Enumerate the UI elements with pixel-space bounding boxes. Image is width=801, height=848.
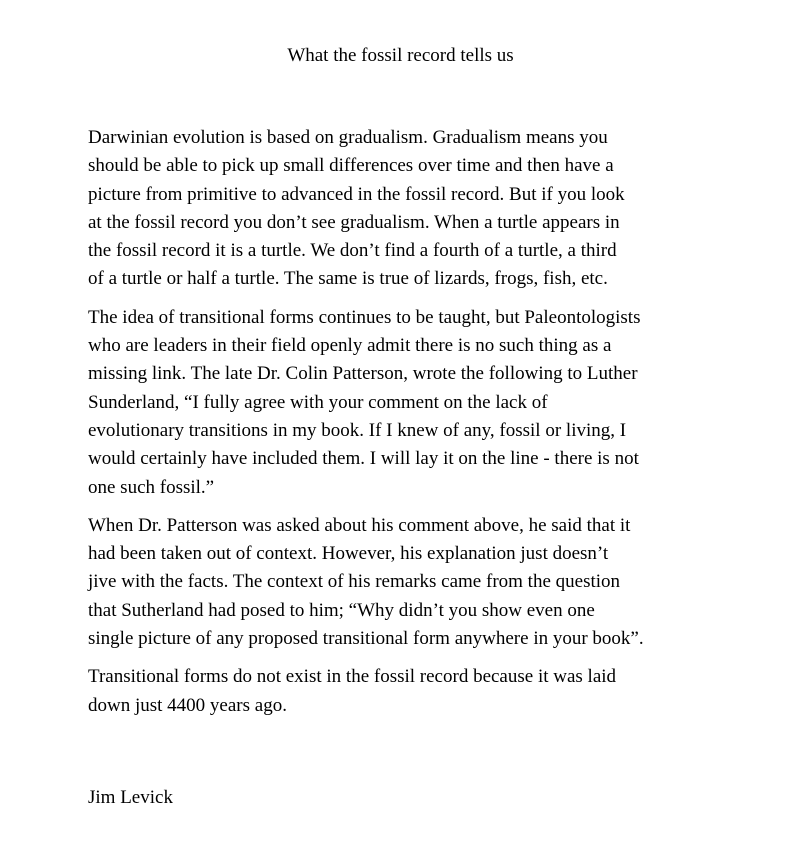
paragraph-line: jive with the facts. The context of his remarks came from the question — [88, 571, 621, 593]
paragraph-line: would certainly have included them. I will lay it on the line - there is not — [88, 448, 639, 470]
paragraph-conclusion — [88, 663, 728, 720]
paragraph-line: of a turtle or half a turtle. The same is true of lizards, frogs, fish, etc. — [88, 268, 608, 290]
paragraph-line: down just 4400 years ago. — [88, 694, 287, 716]
paragraph-transitional-forms — [88, 304, 728, 502]
paragraph-line: single picture of any proposed transitional form anywhere in your book”. — [88, 628, 644, 650]
document-body — [88, 124, 728, 730]
paragraph-line: The idea of transitional forms continues to be taught, but Paleontologists — [88, 306, 641, 328]
author-signature: Jim Levick — [88, 787, 173, 808]
paragraph-line: one such fossil.” — [88, 476, 215, 498]
paragraph-patterson-comment — [88, 512, 728, 653]
paragraph-line: at the fossil record you don’t see gradualism. When a turtle appears in — [88, 211, 620, 233]
paragraph-line: should be able to pick up small differences over time and then have a — [88, 155, 614, 177]
paragraph-line: the fossil record it is a turtle. We don’t find a fourth of a turtle, a third — [88, 240, 617, 262]
paragraph-line: Sunderland, “I fully agree with your comment on the lack of — [88, 391, 548, 413]
paragraph-gradualism — [88, 124, 728, 294]
paragraph-line: picture from primitive to advanced in the fossil record. But if you look — [88, 183, 625, 205]
document-title: What the fossil record tells us — [287, 45, 514, 66]
paragraph-line: When Dr. Patterson was asked about his comment above, he said that it — [88, 514, 631, 536]
paragraph-line: had been taken out of context. However, his explanation just doesn’t — [88, 543, 609, 565]
paragraph-line: that Sutherland had posed to him; “Why didn’t you show even one — [88, 599, 595, 621]
paragraph-line: Transitional forms do not exist in the fossil record because it was laid — [88, 666, 617, 688]
paragraph-line: evolutionary transitions in my book. If I knew of any, fossil or living, I — [88, 419, 627, 441]
paragraph-line: who are leaders in their field openly admit there is no such thing as a — [88, 335, 612, 357]
paragraph-line: Darwinian evolution is based on gradualism. Gradualism means you — [88, 127, 608, 148]
paragraph-line: missing link. The late Dr. Colin Patterson, wrote the following to Luther — [88, 363, 638, 385]
